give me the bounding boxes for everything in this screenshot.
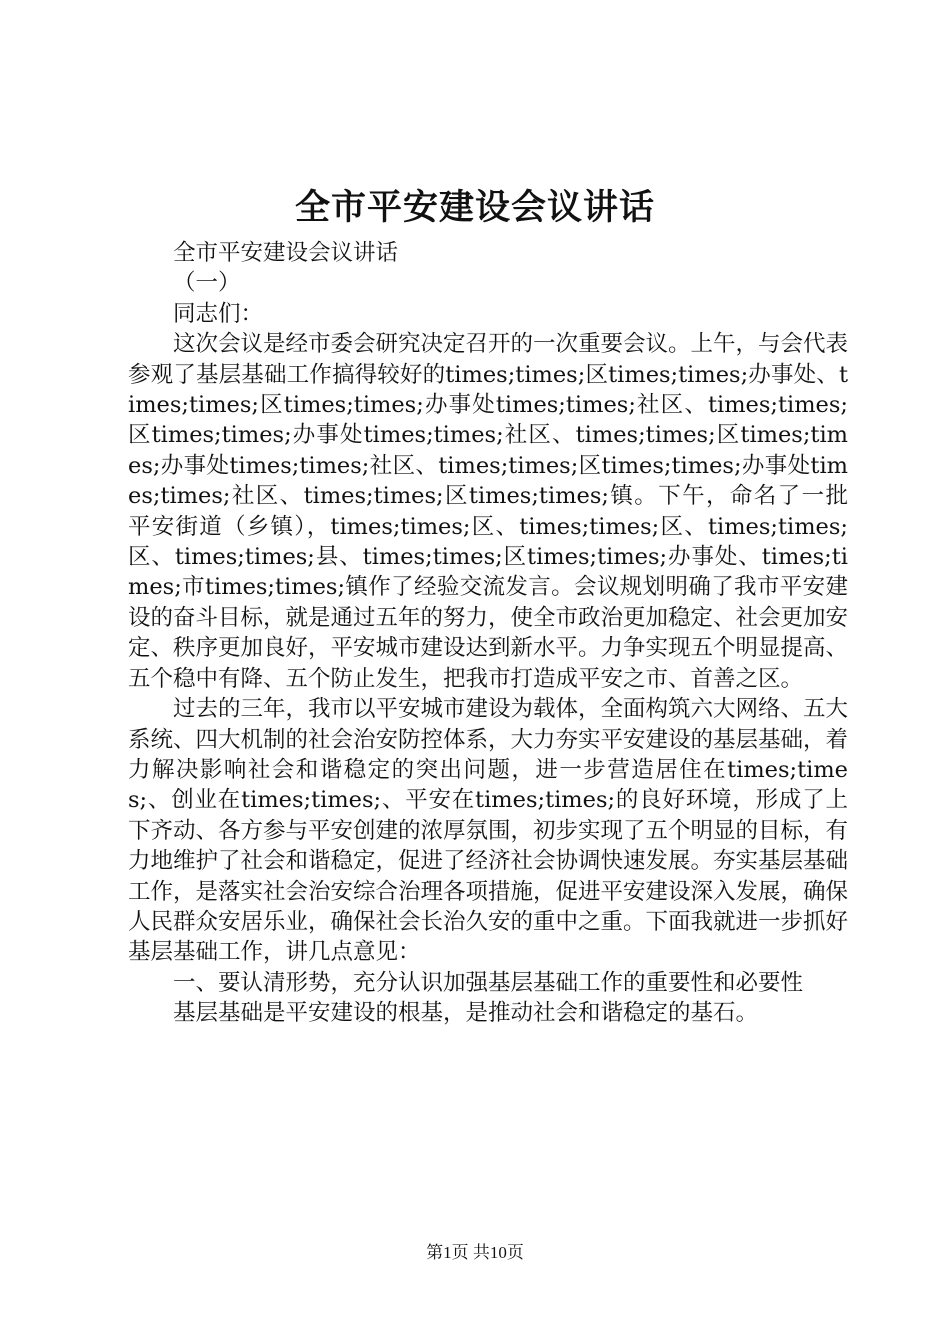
body-paragraph: 过去的三年，我市以平安城市建设为载体，全面构筑六大网络、五大系统、四大机制的社会治安防控体系，大力夯实平安建设的基层基础，着力解决影响社会和谐稳定的突出问题，进一步营造居住在times;times;、创业在times;times;、平安在times;times;的良好环境，形成了上下齐动、各方参与平安创建的浓厚氛围，初步实现了五个明显的目标，有力地维护了社会和谐稳定，促进了经济社会协调快速发展。夯实基层基础工作，是落实社会治安综合治理各项措施，促进平安建设深入发展，确保人民群众安居乐业，确保社会长治久安的重中之重。下面我就进一步抓好基层基础工作，讲几点意见： [128,696,849,966]
body-paragraph: 这次会议是经市委会研究决定召开的一次重要会议。上午，与会代表参观了基层基础工作搞得较好的times;times;区times;times;办事处、times;times;区times;times;办事处times;times;社区、times;times;区times;times;办事处times;times;社区、times;times;区times;times;办事处times;times;社区、times;times;区times;times;办事处times;times;社区、times;times;区times;times;镇。下午，命名了一批平安街道（乡镇），times;times;区、times;times;区、times;times;区、times;times;县、times;times;区times;times;办事处、times;times;市times;times;镇作了经验交流发言。会议规划明确了我市平安建设的奋斗目标，就是通过五年的努力，使全市政治更加稳定、社会更加安定、秩序更加良好，平安城市建设达到新水平。力争实现五个明显提高、五个稳中有降、五个防止发生，把我市打造成平安之市、首善之区。 [128,331,849,692]
document-body [128,238,848,1029]
body-paragraph: 基层基础是平安建设的根基，是推动社会和谐稳定的基石。 [173,1000,759,1027]
page-number-footer: 第1页 共10页 [426,1243,524,1262]
section-marker-paragraph: （一） [173,270,241,297]
document-title: 全市平安建设会议讲话 [294,187,655,228]
salutation-paragraph: 同志们： [173,300,264,327]
subtitle-paragraph: 全市平安建设会议讲话 [173,240,399,266]
section-heading-paragraph: 一、要认清形势，充分认识加强基层基础工作的重要性和必要性 [173,969,804,996]
